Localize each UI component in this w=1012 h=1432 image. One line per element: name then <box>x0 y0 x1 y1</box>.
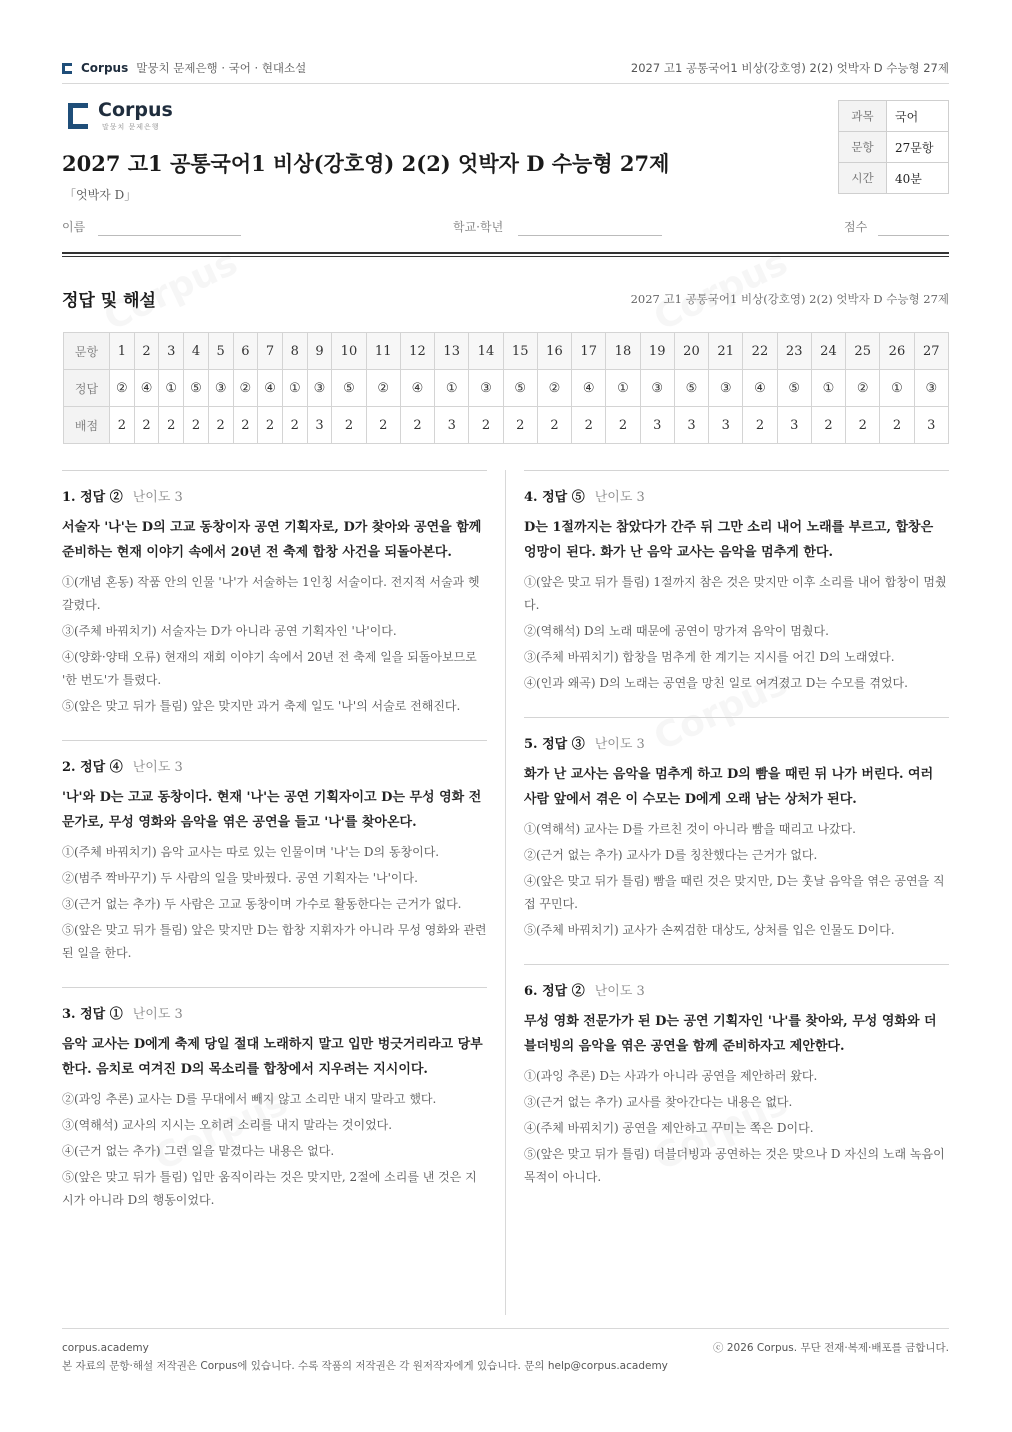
option-rationale: ①(앞은 맞고 뒤가 틀림) 1절까지 참은 것은 맞지만 이후 소리를 내어 합창이 멈췄다. <box>524 575 947 612</box>
answer-cell: ③ <box>469 370 503 407</box>
topbar-doc-title: 2027 고1 공통국어1 비상(강호영) 2(2) 엇박자 D 수능형 27제 <box>630 61 949 75</box>
option-rationale: ②(범주 짝바꾸기) 두 사람의 일을 맞바꿨다. 공연 기획자는 '나'이다. <box>62 871 418 885</box>
points-cell: 2 <box>332 407 366 444</box>
difficulty-label: 난이도 3 <box>594 490 645 505</box>
question-number-cell: 24 <box>811 333 845 370</box>
question-number-cell: 13 <box>435 333 469 370</box>
score-label: 점수 <box>844 220 868 234</box>
meta-value: 40분 <box>887 163 949 194</box>
answer-table-points-row <box>64 407 949 444</box>
option-rationale: ①(주체 바꿔치기) 음악 교사는 따로 있는 인물이며 '나'는 D의 동창이다. <box>62 845 440 859</box>
answer-cell: ③ <box>208 370 233 407</box>
explanation-block <box>62 987 487 1212</box>
question-number-cell: 15 <box>503 333 537 370</box>
corpus-logo <box>68 100 173 132</box>
explanation-text: D는 1절까지는 참았다가 간주 뒤 그만 소리 내어 노래를 부르고, 합창은 엉망이 된다. 화가 난 음악 교사는 음악을 멈추게 한다. <box>524 520 934 560</box>
points-cell: 2 <box>110 407 135 444</box>
answer-cell: ① <box>435 370 469 407</box>
school-blank[interactable] <box>518 235 662 236</box>
answer-cell: ② <box>846 370 880 407</box>
points-cell: 2 <box>572 407 606 444</box>
question-number-cell: 16 <box>537 333 571 370</box>
row-label: 문항 <box>64 333 110 370</box>
points-cell: 3 <box>640 407 674 444</box>
explanation-text: 화가 난 교사는 음악을 멈추게 하고 D의 빰을 때린 뒤 나가 버린다. 여러 사람 앞에서 겪은 이 수모는 D에게 오래 남는 상처가 된다. <box>524 767 934 807</box>
row-label: 정답 <box>64 370 110 407</box>
explanation-heading <box>62 1003 487 1022</box>
option-rationale: ⑤(앞은 맞고 뒤가 틀림) 앞은 맞지만 D는 합창 지휘자가 아니라 무성 영화와 관련된 일을 한다. <box>62 923 487 960</box>
footer-notice: 본 자료의 문항·해설 저작권은 Corpus에 있습니다. 수록 작품의 저작권은 각 원저작자에게 있습니다. 문의 help@corpus.academy <box>62 1360 668 1372</box>
explanation-heading <box>524 486 949 505</box>
question-number-cell: 18 <box>606 333 640 370</box>
answer-cell: ④ <box>258 370 283 407</box>
meta-key: 과목 <box>839 101 887 132</box>
answer-cell: ① <box>282 370 307 407</box>
answer-label: 1. 정답 ② <box>62 490 123 505</box>
answer-cell: ① <box>606 370 640 407</box>
question-number-cell: 19 <box>640 333 674 370</box>
explanation-block <box>62 470 487 718</box>
option-rationale: ①(과잉 추론) D는 사과가 아니라 공연을 제안하러 왔다. <box>524 1069 818 1083</box>
explanation-heading <box>524 733 949 752</box>
difficulty-label: 난이도 3 <box>594 984 645 999</box>
document-title: 2027 고1 공통국어1 비상(강호영) 2(2) 엇박자 D 수능형 27제 <box>62 151 670 176</box>
question-number-cell: 5 <box>208 333 233 370</box>
explanations-right-column <box>524 470 949 1211</box>
student-fields <box>62 216 949 238</box>
points-cell: 2 <box>208 407 233 444</box>
difficulty-label: 난이도 3 <box>132 1007 183 1022</box>
points-cell: 3 <box>777 407 811 444</box>
question-number-cell: 2 <box>134 333 159 370</box>
option-rationale: ④(양화·양태 오류) 현재의 재회 이야기 속에서 20년 전 축제 일을 되돌아보므로 '한 번도'가 틀렸다. <box>62 650 477 687</box>
option-rationale: ④(인과 왜곡) D의 노래는 공연을 망친 일로 여겨졌고 D는 수모를 겪었다. <box>524 676 908 690</box>
question-number-cell: 4 <box>184 333 209 370</box>
question-number-cell: 21 <box>709 333 743 370</box>
points-cell: 2 <box>880 407 914 444</box>
option-rationale: ①(개념 혼동) 작품 안의 인물 '나'가 서술하는 1인칭 서술이다. 전지적 서술과 헷갈렸다. <box>62 575 480 612</box>
answer-cell: ③ <box>640 370 674 407</box>
option-rationale: ③(주체 바꿔치기) 서술자는 D가 아니라 공연 기획자인 '나'이다. <box>62 624 397 638</box>
question-number-cell: 10 <box>332 333 366 370</box>
answer-label: 5. 정답 ③ <box>524 737 585 752</box>
question-number-cell: 23 <box>777 333 811 370</box>
points-cell: 3 <box>709 407 743 444</box>
option-rationale: ④(앞은 맞고 뒤가 틀림) 빰을 때린 것은 맞지만, D는 훗날 음악을 엮은 공연을 직접 꾸민다. <box>524 874 945 911</box>
explanation-text: 무성 영화 전문가가 된 D는 공연 기획자인 '나'를 찾아와, 무성 영화와 더블더빙의 음악을 엮은 공연을 함께 준비하자고 제안한다. <box>524 1014 937 1054</box>
answer-cell: ② <box>537 370 571 407</box>
answer-cell: ③ <box>914 370 948 407</box>
answer-cell: ① <box>159 370 184 407</box>
answer-cell: ④ <box>743 370 777 407</box>
column-divider <box>505 470 506 1315</box>
explanation-text: 서술자 '나'는 D의 고교 동창이자 공연 기획자로, D가 찾아와 공연을 함께 준비하는 현재 이야기 속에서 20년 전 축제 합창 사건을 되돌아본다. <box>62 520 482 560</box>
option-rationale: ④(근거 없는 추가) 그런 일을 맡겼다는 내용은 없다. <box>62 1144 335 1158</box>
section-title: 정답 및 해설 <box>62 291 156 311</box>
answer-cell: ④ <box>134 370 159 407</box>
meta-row-time <box>839 163 949 194</box>
question-number-cell: 1 <box>110 333 135 370</box>
option-rationale: ②(근거 없는 추가) 교사가 D를 칭찬했다는 근거가 없다. <box>524 848 818 862</box>
explanations-left-column <box>62 470 487 1234</box>
answer-cell: ① <box>811 370 845 407</box>
document-subtitle: 「엇박자 D」 <box>64 188 137 202</box>
points-cell: 2 <box>159 407 184 444</box>
answer-cell: ② <box>233 370 258 407</box>
question-number-cell: 14 <box>469 333 503 370</box>
logo-wordmark: Corpus <box>98 99 173 121</box>
explanation-text: 음악 교사는 D에게 축제 당일 절대 노래하지 말고 입만 벙긋거리라고 당부한다. 음치로 여겨진 D의 목소리를 합창에서 지우려는 지시이다. <box>62 1037 483 1077</box>
difficulty-label: 난이도 3 <box>132 490 183 505</box>
points-cell: 2 <box>503 407 537 444</box>
footer-copyright: ⓒ 2026 Corpus. 무단 전재·복제·배포를 금합니다. <box>713 1342 949 1354</box>
meta-value: 국어 <box>887 101 949 132</box>
question-number-cell: 20 <box>674 333 708 370</box>
question-number-cell: 9 <box>307 333 332 370</box>
answer-table <box>63 332 949 444</box>
topbar-breadcrumb: 말뭉치 문제은행 · 국어 · 현대소설 <box>136 61 307 75</box>
question-number-cell: 27 <box>914 333 948 370</box>
answer-cell: ⑤ <box>777 370 811 407</box>
header-divider <box>62 252 949 257</box>
option-rationale: ③(주체 바꿔치기) 합창을 멈추게 한 계기는 지시를 어긴 D의 노래였다. <box>524 650 895 664</box>
points-cell: 2 <box>233 407 258 444</box>
answer-cell: ⑤ <box>503 370 537 407</box>
logo-tagline: 말뭉치 문제은행 <box>102 123 160 131</box>
meta-row-items <box>839 132 949 163</box>
option-rationale: ⑤(주체 바꿔치기) 교사가 손찌검한 대상도, 상처를 입은 인물도 D이다. <box>524 923 895 937</box>
explanation-block <box>524 964 949 1189</box>
points-cell: 2 <box>846 407 880 444</box>
answer-cell: ① <box>880 370 914 407</box>
name-blank[interactable] <box>98 235 241 236</box>
points-cell: 3 <box>914 407 948 444</box>
answer-label: 2. 정답 ④ <box>62 760 123 775</box>
points-cell: 2 <box>400 407 434 444</box>
option-rationale: ③(역해석) 교사의 지시는 오히려 소리를 내지 말라는 것이었다. <box>62 1118 393 1132</box>
explanation-block <box>524 470 949 695</box>
option-rationale: ③(근거 없는 추가) 두 사람은 고교 동창이며 가수로 활동한다는 근거가 없다. <box>62 897 462 911</box>
answer-cell: ③ <box>307 370 332 407</box>
topbar-brand: Corpus <box>81 61 129 75</box>
question-number-cell: 11 <box>366 333 400 370</box>
option-rationale: ②(과잉 추론) 교사는 D를 무대에서 빼지 않고 소리만 내지 말라고 했다. <box>62 1092 437 1106</box>
corpus-mark-icon <box>62 63 72 74</box>
answer-cell: ④ <box>400 370 434 407</box>
points-cell: 2 <box>469 407 503 444</box>
points-cell: 2 <box>537 407 571 444</box>
exam-meta-table <box>838 100 949 194</box>
option-rationale: ④(주체 바꿔치기) 공연을 제안하고 꾸미는 쪽은 D이다. <box>524 1121 814 1135</box>
footer-site: corpus.academy <box>62 1342 149 1354</box>
points-cell: 2 <box>606 407 640 444</box>
answer-label: 3. 정답 ① <box>62 1007 123 1022</box>
difficulty-label: 난이도 3 <box>132 760 183 775</box>
school-label: 학교·학년 <box>453 220 504 234</box>
answer-cell: ② <box>110 370 135 407</box>
points-cell: 2 <box>184 407 209 444</box>
option-rationale: ①(역해석) 교사는 D를 가르친 것이 아니라 빰을 때리고 나갔다. <box>524 822 856 836</box>
question-number-cell: 8 <box>282 333 307 370</box>
question-number-cell: 22 <box>743 333 777 370</box>
explanation-block <box>62 740 487 965</box>
answer-cell: ③ <box>709 370 743 407</box>
explanation-text: '나'와 D는 고교 동창이다. 현재 '나'는 공연 기획자이고 D는 무성 영화 전문가로, 무성 영화와 음악을 엮은 공연을 들고 '나'를 찾아온다. <box>62 790 482 830</box>
difficulty-label: 난이도 3 <box>594 737 645 752</box>
question-number-cell: 12 <box>400 333 434 370</box>
answer-label: 6. 정답 ② <box>524 984 585 999</box>
points-cell: 3 <box>435 407 469 444</box>
page-footer <box>62 1328 949 1375</box>
answer-cell: ② <box>366 370 400 407</box>
explanation-block <box>524 717 949 942</box>
option-rationale: ③(근거 없는 추가) 교사를 찾아간다는 내용은 없다. <box>524 1095 793 1109</box>
answer-cell: ④ <box>572 370 606 407</box>
option-rationale: ⑤(앞은 맞고 뒤가 틀림) 입만 움직이라는 것은 맞지만, 2절에 소리를 낸 것은 지시가 아니라 D의 행동이었다. <box>62 1170 477 1207</box>
meta-value: 27문항 <box>887 132 949 163</box>
question-number-cell: 6 <box>233 333 258 370</box>
option-rationale: ⑤(앞은 맞고 뒤가 틀림) 더블더빙과 공연하는 것은 맞으나 D 자신의 노래 녹음이 목적이 아니다. <box>524 1147 945 1184</box>
top-bar <box>62 58 949 84</box>
question-number-cell: 25 <box>846 333 880 370</box>
name-label: 이름 <box>62 220 86 234</box>
explanation-heading <box>62 756 487 775</box>
points-cell: 2 <box>134 407 159 444</box>
points-cell: 2 <box>811 407 845 444</box>
option-rationale: ②(역해석) D의 노래 때문에 공연이 망가져 음악이 멈췄다. <box>524 624 829 638</box>
question-number-cell: 17 <box>572 333 606 370</box>
option-rationale: ⑤(앞은 맞고 뒤가 틀림) 앞은 맞지만 과거 축제 일도 '나'의 서술로 전해진다. <box>62 699 461 713</box>
points-cell: 2 <box>282 407 307 444</box>
logo-c-icon <box>68 103 88 129</box>
answer-cell: ⑤ <box>332 370 366 407</box>
question-number-cell: 26 <box>880 333 914 370</box>
question-number-cell: 3 <box>159 333 184 370</box>
score-blank[interactable] <box>878 235 949 236</box>
points-cell: 3 <box>674 407 708 444</box>
points-cell: 2 <box>258 407 283 444</box>
points-cell: 2 <box>366 407 400 444</box>
meta-row-subject <box>839 101 949 132</box>
meta-key: 문항 <box>839 132 887 163</box>
row-label: 배점 <box>64 407 110 444</box>
section-doc-title: 2027 고1 공통국어1 비상(강호영) 2(2) 엇박자 D 수능형 27제 <box>630 292 949 306</box>
meta-key: 시간 <box>839 163 887 194</box>
question-number-cell: 7 <box>258 333 283 370</box>
answer-cell: ⑤ <box>674 370 708 407</box>
explanation-heading <box>524 980 949 999</box>
answer-label: 4. 정답 ⑤ <box>524 490 585 505</box>
answer-table-answer-row <box>64 370 949 407</box>
points-cell: 2 <box>743 407 777 444</box>
points-cell: 3 <box>307 407 332 444</box>
explanation-heading <box>62 486 487 505</box>
answer-cell: ⑤ <box>184 370 209 407</box>
answer-table-number-row <box>64 333 949 370</box>
